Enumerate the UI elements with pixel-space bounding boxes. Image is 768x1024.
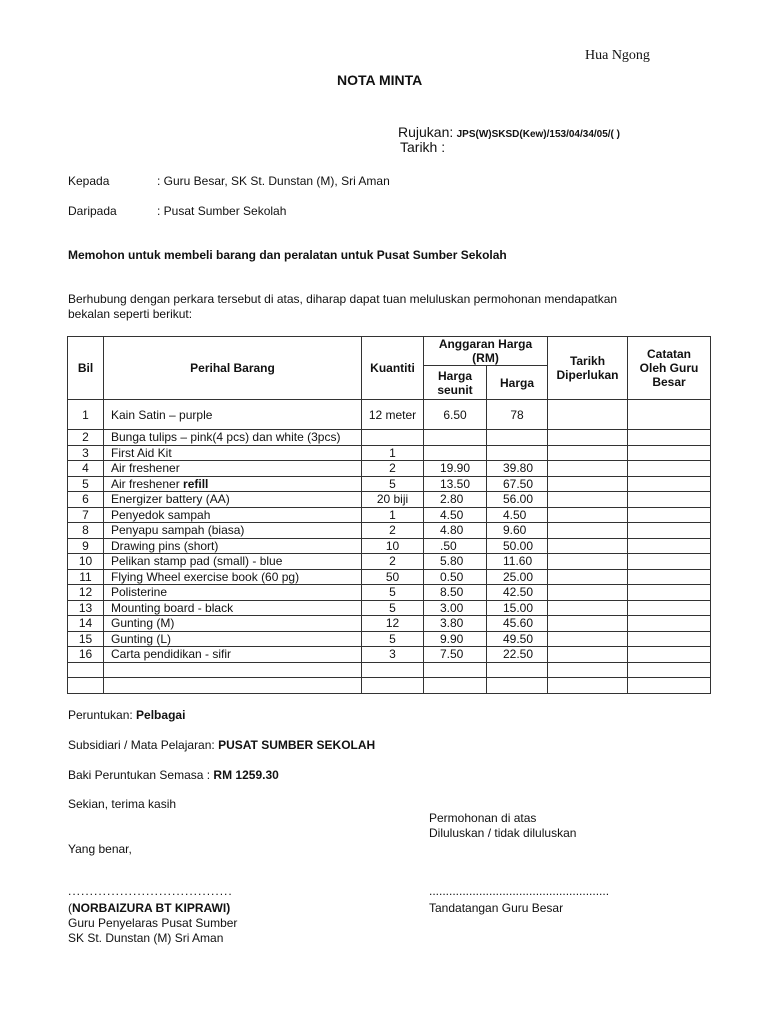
permohonan-line-2: Diluluskan / tidak diluluskan bbox=[429, 826, 577, 840]
cell-bil: 11 bbox=[68, 569, 104, 585]
tarikh-label: Tarikh : bbox=[400, 139, 446, 155]
cell-bil: 2 bbox=[68, 430, 104, 446]
table-row bbox=[68, 492, 711, 508]
cell-catatan bbox=[628, 585, 711, 601]
cell-tarikh bbox=[548, 600, 628, 616]
cell-tarikh bbox=[548, 538, 628, 554]
cell-bil: 3 bbox=[68, 445, 104, 461]
cell-catatan bbox=[628, 445, 711, 461]
baki-line bbox=[68, 768, 279, 782]
cell-tarikh bbox=[548, 445, 628, 461]
cell-qty: 5 bbox=[362, 631, 424, 647]
header-tarikh: Tarikh Diperlukan bbox=[548, 337, 628, 400]
cell-catatan bbox=[628, 492, 711, 508]
cell-bil: 5 bbox=[68, 476, 104, 492]
cell-empty bbox=[628, 678, 711, 694]
rujukan-label: Rujukan: bbox=[398, 124, 454, 140]
cell-unit: 3.80 bbox=[424, 616, 487, 632]
cell-bil: 4 bbox=[68, 461, 104, 477]
signer-title: Guru Penyelaras Pusat Sumber bbox=[68, 916, 238, 930]
cell-unit bbox=[424, 445, 487, 461]
intro-line-2: bekalan seperti berikut: bbox=[68, 307, 193, 321]
yang-benar-text: Yang benar, bbox=[68, 842, 132, 856]
cell-empty bbox=[424, 662, 487, 678]
subsidiari-value: PUSAT SUMBER SEKOLAH bbox=[218, 738, 376, 752]
rujukan-value: JPS(W)SKSD(Kew)/153/04/34/05/( ) bbox=[456, 129, 620, 140]
daripada-label: Daripada bbox=[68, 204, 117, 218]
header-perihal: Perihal Barang bbox=[104, 337, 362, 400]
cell-bil: 14 bbox=[68, 616, 104, 632]
table-row bbox=[68, 430, 711, 446]
cell-tarikh bbox=[548, 616, 628, 632]
cell-tarikh bbox=[548, 569, 628, 585]
peruntukan-label: Peruntukan: bbox=[68, 708, 137, 722]
cell-price: 4.50 bbox=[487, 507, 548, 523]
tandatangan-guru-besar: Tandatangan Guru Besar bbox=[429, 901, 564, 915]
cell-item: Air freshener bbox=[104, 461, 362, 477]
subsidiari-line bbox=[68, 738, 375, 752]
cell-catatan bbox=[628, 554, 711, 570]
peruntukan-value: Pelbagai bbox=[136, 708, 186, 722]
cell-bil: 9 bbox=[68, 538, 104, 554]
cell-tarikh bbox=[548, 631, 628, 647]
table-row bbox=[68, 616, 711, 632]
cell-catatan bbox=[628, 461, 711, 477]
header-harga: Harga bbox=[487, 366, 548, 400]
cell-bil: 7 bbox=[68, 507, 104, 523]
cell-qty: 10 bbox=[362, 538, 424, 554]
signer-paren: ( bbox=[68, 901, 72, 915]
table-row-empty bbox=[68, 662, 711, 678]
table-row bbox=[68, 631, 711, 647]
document-title: NOTA MINTA bbox=[337, 72, 423, 88]
cell-catatan bbox=[628, 523, 711, 539]
cell-bil: 15 bbox=[68, 631, 104, 647]
cell-catatan bbox=[628, 569, 711, 585]
cell-tarikh bbox=[548, 461, 628, 477]
cell-catatan bbox=[628, 631, 711, 647]
cell-bil: 12 bbox=[68, 585, 104, 601]
table-row bbox=[68, 647, 711, 663]
cell-unit: 4.50 bbox=[424, 507, 487, 523]
cell-unit: 13.50 bbox=[424, 476, 487, 492]
subsidiari-label: Subsidiari / Mata Pelajaran: bbox=[68, 738, 219, 752]
cell-qty: 2 bbox=[362, 523, 424, 539]
table-row bbox=[68, 476, 711, 492]
table-row bbox=[68, 554, 711, 570]
cell-empty bbox=[68, 678, 104, 694]
baki-label: Baki Peruntukan Semasa : bbox=[68, 768, 214, 782]
kepada-label: Kepada bbox=[68, 174, 110, 188]
cell-empty bbox=[362, 678, 424, 694]
cell-item-text: Air freshener bbox=[111, 476, 184, 491]
cell-price: 9.60 bbox=[487, 523, 548, 539]
cell-tarikh bbox=[548, 523, 628, 539]
signature-dots-left: ...................................... bbox=[68, 884, 233, 898]
cell-qty: 2 bbox=[362, 554, 424, 570]
cell-empty bbox=[628, 662, 711, 678]
cell-qty bbox=[362, 430, 424, 446]
cell-item: Gunting (M) bbox=[104, 616, 362, 632]
cell-item: Mounting board - black bbox=[104, 600, 362, 616]
table-row bbox=[68, 569, 711, 585]
cell-item: Penyapu sampah (biasa) bbox=[104, 523, 362, 539]
header-kuantiti: Kuantiti bbox=[362, 337, 424, 400]
cell-item: Kain Satin – purple bbox=[104, 400, 362, 430]
kepada-value: : Guru Besar, SK St. Dunstan (M), Sri Aman bbox=[157, 174, 390, 188]
table-row bbox=[68, 461, 711, 477]
cell-bil: 16 bbox=[68, 647, 104, 663]
cell-empty bbox=[104, 662, 362, 678]
cell-empty bbox=[487, 678, 548, 694]
cell-tarikh bbox=[548, 585, 628, 601]
cell-catatan bbox=[628, 430, 711, 446]
subject-heading: Memohon untuk membeli barang dan peralatan untuk Pusat Sumber Sekolah bbox=[68, 248, 507, 262]
cell-price: 67.50 bbox=[487, 476, 548, 492]
cell-item: First Aid Kit bbox=[104, 445, 362, 461]
cell-item: Polisterine bbox=[104, 585, 362, 601]
cell-bil: 6 bbox=[68, 492, 104, 508]
table-row bbox=[68, 538, 711, 554]
cell-bil: 8 bbox=[68, 523, 104, 539]
cell-item: Bunga tulips – pink(4 pcs) dan white (3pcs) bbox=[104, 430, 362, 446]
table-row bbox=[68, 585, 711, 601]
cell-qty: 5 bbox=[362, 600, 424, 616]
cell-unit: 6.50 bbox=[424, 400, 487, 430]
cell-catatan bbox=[628, 400, 711, 430]
cell-empty bbox=[487, 662, 548, 678]
cell-qty: 1 bbox=[362, 507, 424, 523]
cell-price: 15.00 bbox=[487, 600, 548, 616]
cell-price: 25.00 bbox=[487, 569, 548, 585]
cell-item: Drawing pins (short) bbox=[104, 538, 362, 554]
cell-qty: 5 bbox=[362, 476, 424, 492]
cell-unit: 4.80 bbox=[424, 523, 487, 539]
cell-tarikh bbox=[548, 430, 628, 446]
table-header-row bbox=[68, 337, 711, 366]
cell-price bbox=[487, 430, 548, 446]
cell-qty: 20 biji bbox=[362, 492, 424, 508]
cell-price: 49.50 bbox=[487, 631, 548, 647]
cell-tarikh bbox=[548, 507, 628, 523]
cell-price: 45.60 bbox=[487, 616, 548, 632]
cell-unit: 9.90 bbox=[424, 631, 487, 647]
cell-unit: 2.80 bbox=[424, 492, 487, 508]
cell-tarikh bbox=[548, 647, 628, 663]
table-row bbox=[68, 445, 711, 461]
cell-bil: 1 bbox=[68, 400, 104, 430]
cell-price: 39.80 bbox=[487, 461, 548, 477]
cell-price: 50.00 bbox=[487, 538, 548, 554]
cell-tarikh bbox=[548, 554, 628, 570]
cell-unit: 8.50 bbox=[424, 585, 487, 601]
cell-unit: 7.50 bbox=[424, 647, 487, 663]
header-bil: Bil bbox=[68, 337, 104, 400]
cell-item: Penyedok sampah bbox=[104, 507, 362, 523]
cell-tarikh bbox=[548, 476, 628, 492]
cell-price: 11.60 bbox=[487, 554, 548, 570]
cell-empty bbox=[548, 662, 628, 678]
cell-empty bbox=[68, 662, 104, 678]
header-harga-seunit: Harga seunit bbox=[424, 366, 487, 400]
cell-price: 56.00 bbox=[487, 492, 548, 508]
signature-dots-right: ...................................................... bbox=[429, 884, 610, 898]
signer-name: NORBAIZURA BT KIPRAWI) bbox=[72, 901, 231, 915]
cell-empty bbox=[362, 662, 424, 678]
intro-line-1: Berhubung dengan perkara tersebut di atas, diharap dapat tuan meluluskan permohonan mendapatkan bbox=[68, 292, 618, 306]
header-catatan: Catatan Oleh Guru Besar bbox=[628, 337, 711, 400]
cell-price bbox=[487, 445, 548, 461]
cell-catatan bbox=[628, 647, 711, 663]
peruntukan-line bbox=[68, 708, 185, 722]
cell-qty: 5 bbox=[362, 585, 424, 601]
cell-bil: 10 bbox=[68, 554, 104, 570]
cell-unit: 19.90 bbox=[424, 461, 487, 477]
daripada-value: : Pusat Sumber Sekolah bbox=[157, 204, 287, 218]
cell-catatan bbox=[628, 507, 711, 523]
sekian-text: Sekian, terima kasih bbox=[68, 797, 177, 811]
signer-name-line bbox=[68, 901, 230, 915]
cell-qty: 2 bbox=[362, 461, 424, 477]
cell-qty: 12 bbox=[362, 616, 424, 632]
cell-qty: 50 bbox=[362, 569, 424, 585]
baki-value: RM 1259.30 bbox=[213, 768, 279, 782]
table-row bbox=[68, 400, 711, 430]
cell-empty bbox=[104, 678, 362, 694]
author-handwriting: Hua Ngong bbox=[585, 48, 650, 63]
cell-item bbox=[104, 476, 362, 492]
cell-catatan bbox=[628, 476, 711, 492]
table-row bbox=[68, 523, 711, 539]
cell-item: Pelikan stamp pad (small) - blue bbox=[104, 554, 362, 570]
cell-item: Carta pendidikan - sifir bbox=[104, 647, 362, 663]
cell-catatan bbox=[628, 538, 711, 554]
cell-item-bold: refill bbox=[183, 476, 209, 491]
reference-line bbox=[398, 124, 620, 140]
cell-catatan bbox=[628, 616, 711, 632]
cell-item: Flying Wheel exercise book (60 pg) bbox=[104, 569, 362, 585]
cell-tarikh bbox=[548, 400, 628, 430]
cell-price: 22.50 bbox=[487, 647, 548, 663]
cell-qty: 3 bbox=[362, 647, 424, 663]
cell-price: 42.50 bbox=[487, 585, 548, 601]
cell-empty bbox=[548, 678, 628, 694]
cell-unit: .50 bbox=[424, 538, 487, 554]
cell-unit: 5.80 bbox=[424, 554, 487, 570]
cell-empty bbox=[424, 678, 487, 694]
cell-bil: 13 bbox=[68, 600, 104, 616]
header-anggaran: Anggaran Harga (RM) bbox=[424, 337, 548, 366]
cell-item: Gunting (L) bbox=[104, 631, 362, 647]
cell-unit bbox=[424, 430, 487, 446]
cell-tarikh bbox=[548, 492, 628, 508]
cell-item: Energizer battery (AA) bbox=[104, 492, 362, 508]
items-table bbox=[67, 336, 711, 694]
cell-qty: 12 meter bbox=[362, 400, 424, 430]
cell-catatan bbox=[628, 600, 711, 616]
permohonan-line-1: Permohonan di atas bbox=[429, 811, 537, 825]
signer-school: SK St. Dunstan (M) Sri Aman bbox=[68, 931, 224, 945]
cell-qty: 1 bbox=[362, 445, 424, 461]
table-row bbox=[68, 507, 711, 523]
cell-unit: 3.00 bbox=[424, 600, 487, 616]
table-row-empty bbox=[68, 678, 711, 694]
cell-price: 78 bbox=[487, 400, 548, 430]
cell-unit: 0.50 bbox=[424, 569, 487, 585]
table-row bbox=[68, 600, 711, 616]
